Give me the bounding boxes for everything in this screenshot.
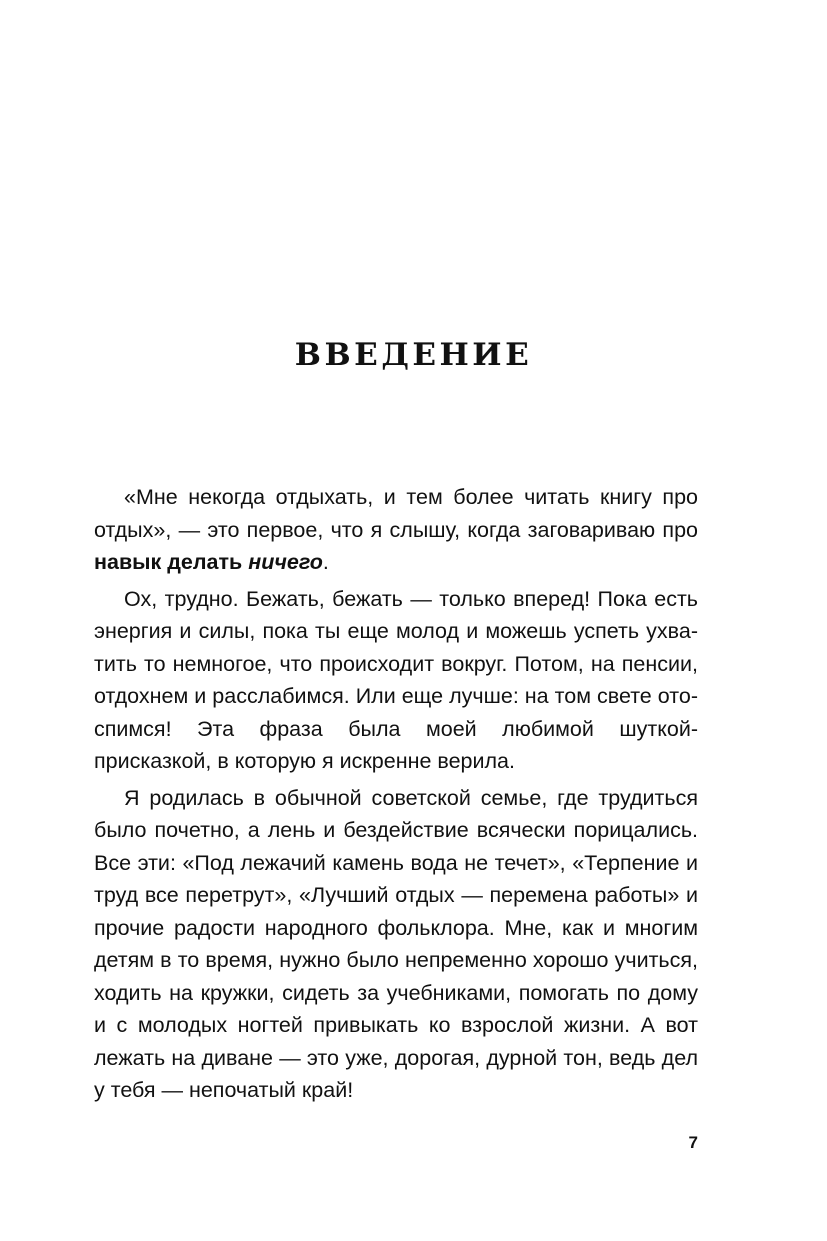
paragraph-1-text: «Мне некогда отдыхать, и тем более читать книгу про отдых», — это первое, что я слышу, когда заговариваю про bbox=[94, 485, 698, 542]
emphasis-bold-italic: ничего bbox=[248, 550, 323, 574]
paragraph-3: Я родилась в обычной советской семье, где трудиться было почетно, а лень и бездействие всячески порицались. Все эти: «Под лежачий камень вода не течет», «Терпение и труд все перетрут», «Лучший отдых — перемена работы» и прочие радости народного фольклора. Мне, как и многим детям в то время, нужно было непременно хорошо учиться, ходить на кружки, сидеть за учебниками, помогать по дому и с молодых ногтей привыкать ко взрослой жизни. А вот лежать на диване — это уже, дорогая, дурной тон, ведь дел у тебя — непочатый край! bbox=[94, 785, 698, 1102]
page-number: 7 bbox=[688, 1133, 698, 1152]
emphasis-bold: навык делать bbox=[94, 550, 249, 574]
paragraph-1-end: . bbox=[322, 550, 329, 574]
chapter-title: ВВЕДЕНИЕ bbox=[294, 337, 533, 373]
paragraph-2: Ох, трудно. Бежать, бежать — только вперед! Пока есть энергия и силы, пока ты еще молод и можешь успеть ухватить то немногое, что происходит вокруг. Потом, на пенсии, отдохнем и расслабимся. Или еще лучше: на том свете отоспимся! Эта фраза была моей любимой шуткой-присказкой, в которую я искренне верила. bbox=[94, 586, 698, 773]
body-text bbox=[94, 481, 698, 1111]
paragraph-1 bbox=[94, 481, 698, 579]
